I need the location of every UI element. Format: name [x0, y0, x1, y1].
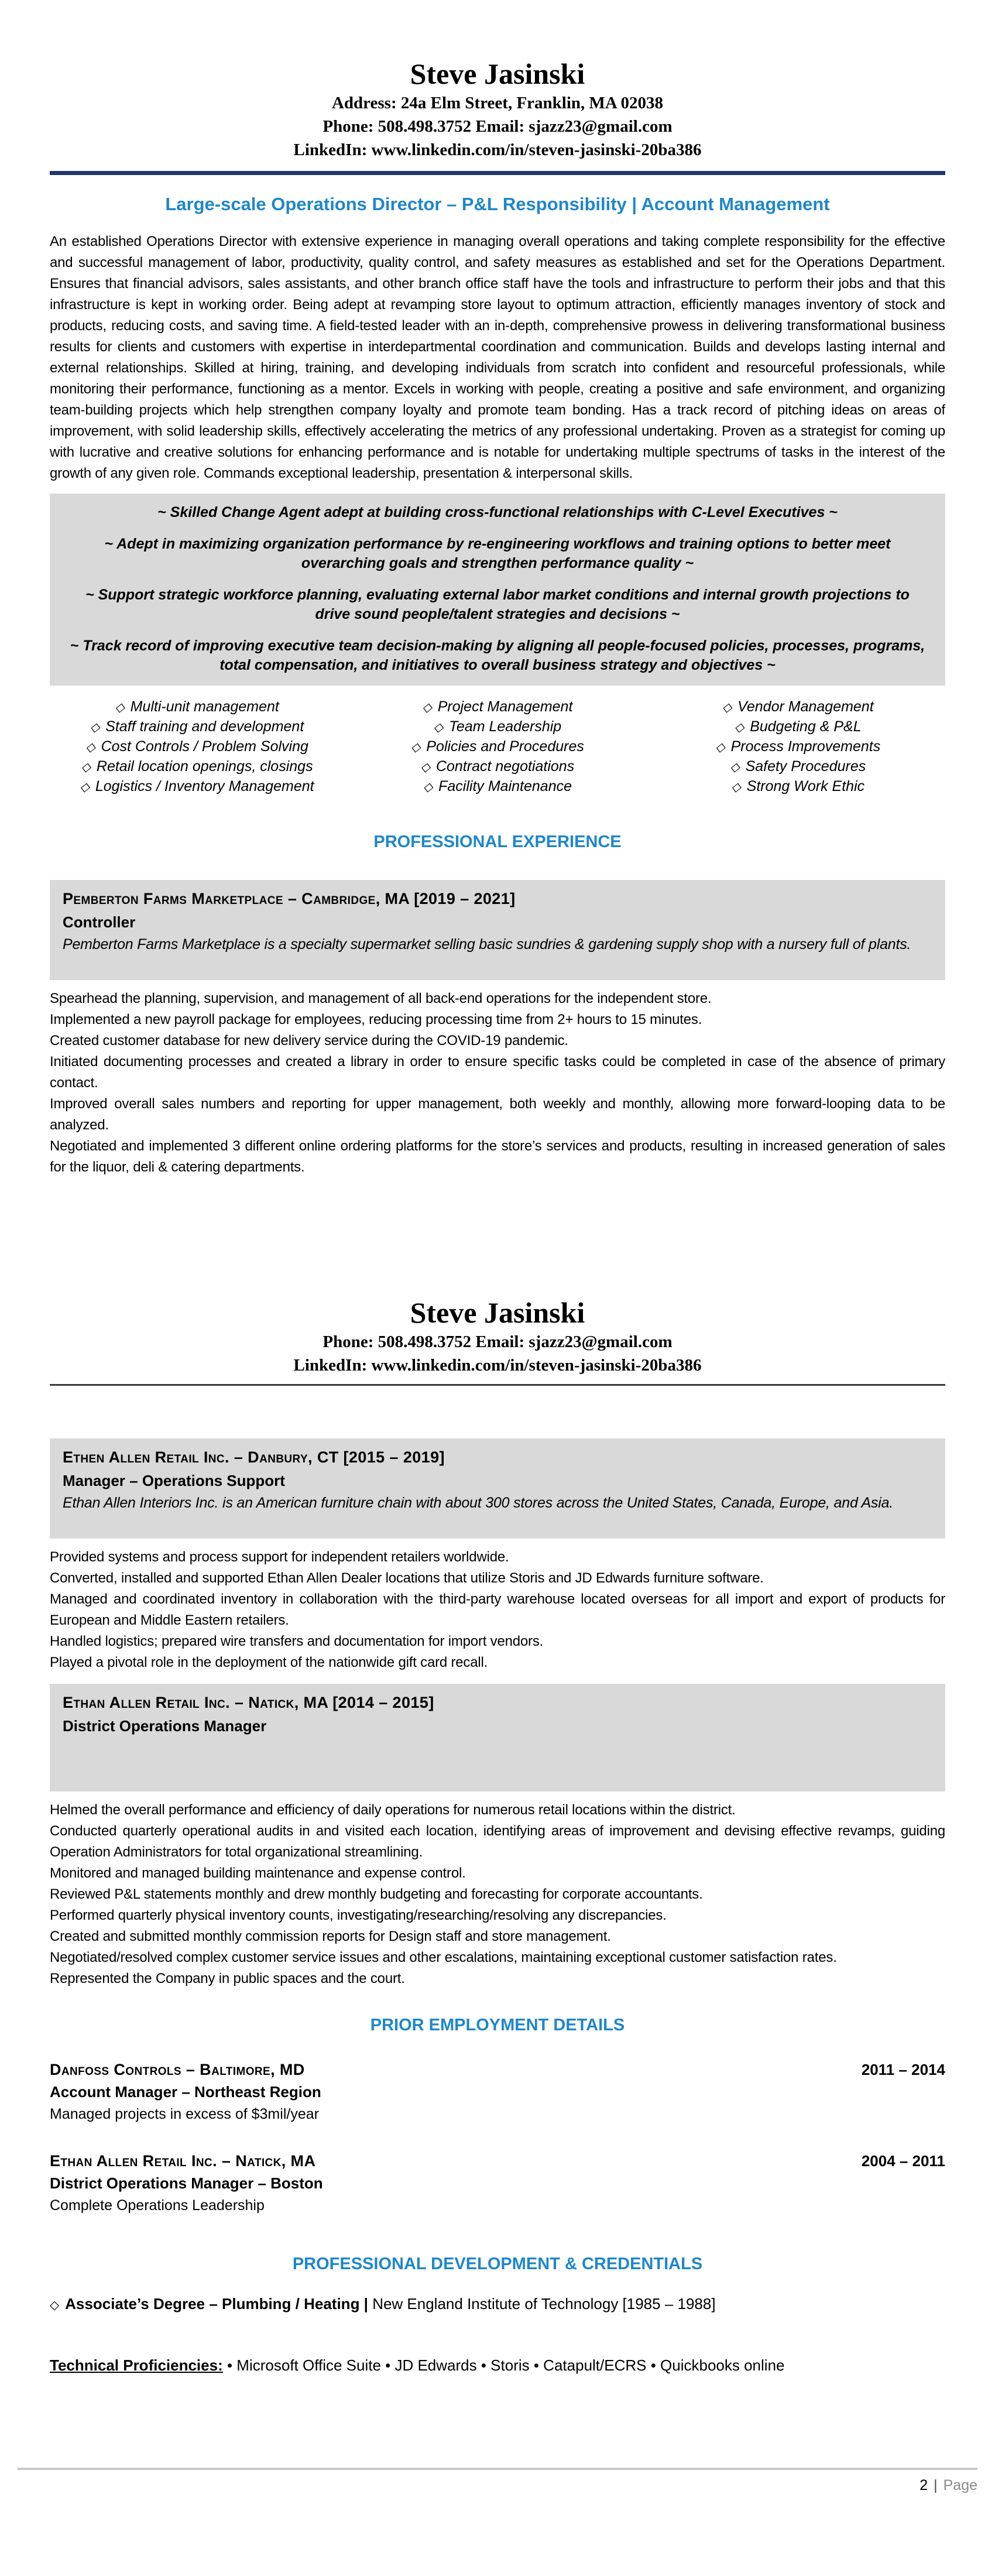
technical-proficiencies-line — [50, 2354, 945, 2376]
job-bullet: Spearhead the planning, supervision, and management of all back-end operations for the independent store. — [50, 991, 712, 1006]
skill-label: Vendor Management — [737, 698, 874, 715]
address-line: Address: 24a Elm Street, Franklin, MA 02038 — [331, 94, 664, 112]
diamond-bullet-icon: ◇ — [730, 761, 740, 774]
diamond-bullet-icon: ◇ — [420, 761, 430, 774]
diamond-bullet-icon: ◇ — [80, 780, 90, 794]
page1-header — [50, 56, 945, 175]
skill-label: Process Improvements — [730, 738, 881, 755]
footer-separator: | — [934, 2477, 938, 2493]
skill-label: Cost Controls / Problem Solving — [101, 738, 308, 755]
skill-label: Policies and Procedures — [426, 738, 584, 755]
prior-dates: 2011 – 2014 — [861, 2061, 945, 2078]
job-bullet: Negotiated/resolved complex customer service issues and other escalations, maintaining exceptional customer satisfaction rates. — [50, 1950, 837, 1965]
prior-employment-entry — [50, 2150, 945, 2217]
phone-email-line: Phone: 508.498.3752 Email: sjazz23@gmail.com — [322, 117, 673, 136]
skills-column-1 — [50, 697, 344, 797]
header-divider-rule — [50, 171, 945, 175]
highlight-statement: ~ Support strategic workforce planning, evaluating external labor market conditions and internal growth projections to drive sound people/talent strategies and decisions ~ — [85, 587, 910, 622]
skill-item — [350, 717, 644, 737]
skill-item — [651, 757, 945, 777]
job-bullet: Converted, installed and supported Ethan Allen Dealer locations that utilize Storis and JD Edwards furniture software. — [50, 1570, 764, 1586]
job-bullet: Managed and coordinated inventory in collaboration with the third-party warehouse located overseas for all import and export of products for European and Middle Eastern retailers. — [50, 1591, 945, 1628]
prior-company: Danfoss Controls – Baltimore, MD — [50, 2061, 305, 2078]
prior-employment-entry — [50, 2058, 945, 2125]
job-bullet: Conducted quarterly operational audits in and visited each location, identifying areas of improvement and devising effective revamps, guiding Operation Administrators for total organizational streamlining. — [50, 1823, 945, 1860]
job-bullet: Played a pivotal role in the deployment of the nationwide gift card recall. — [50, 1654, 488, 1670]
footer-page-label: Page — [943, 2477, 977, 2493]
job-header-box-danbury — [50, 1438, 945, 1539]
job-bullet: Performed quarterly physical inventory counts, investigating/researching/resolving any discrepancies. — [50, 1907, 667, 1923]
job-bullet: Implemented a new payroll package for employees, reducing processing time from 2+ hours to 15 minutes. — [50, 1012, 702, 1027]
degree-school: New England Institute of Technology [1985 – 1988] — [372, 2295, 716, 2313]
linkedin-line: LinkedIn: www.linkedin.com/in/steven-jasinski-20ba386 — [293, 1356, 702, 1375]
job-company-line: Ethen Allen Retail Inc. – Danbury, CT [2015 – 2019] — [63, 1448, 445, 1466]
skill-label: Project Management — [437, 698, 573, 715]
candidate-name: Steve Jasinski — [410, 1296, 585, 1329]
technical-proficiencies-label: Technical Proficiencies: — [50, 2356, 223, 2374]
job-bullets-natick — [50, 1800, 945, 1989]
section-heading-professional-experience: PROFESSIONAL EXPERIENCE — [373, 833, 622, 851]
resume-headline: Large-scale Operations Director – P&L Responsibility | Account Management — [165, 194, 830, 214]
job-bullet: Helmed the overall performance and efficiency of daily operations for numerous retail locations within the district. — [50, 1802, 736, 1818]
skill-item — [50, 777, 344, 797]
highlights-box — [50, 494, 945, 686]
prior-dates: 2004 – 2011 — [861, 2152, 945, 2170]
prior-title: District Operations Manager – Boston — [50, 2174, 323, 2192]
diamond-bullet-icon: ◇ — [50, 2298, 60, 2312]
degree-title: Associate’s Degree – Plumbing / Heating | — [65, 2295, 368, 2313]
highlight-statement: ~ Skilled Change Agent adept at building cross-functional relationships with C-Level Executives ~ — [157, 504, 838, 520]
diamond-bullet-icon: ◇ — [90, 721, 100, 734]
job-bullet: Created and submitted monthly commission reports for Design staff and store management. — [50, 1928, 611, 1944]
job-bullet: Improved overall sales numbers and reporting for upper management, both weekly and monthly, allowing more forward-looping data to be analyzed. — [50, 1096, 945, 1133]
prior-note: Complete Operations Leadership — [50, 2197, 265, 2214]
skill-label: Facility Maintenance — [438, 778, 572, 794]
skill-item — [350, 777, 644, 797]
prior-note: Managed projects in excess of $3mil/year — [50, 2106, 319, 2122]
highlight-statement: ~ Adept in maximizing organization performance by re-engineering workflows and training options to better meet overarching goals and strengthen performance quality ~ — [104, 536, 891, 571]
diamond-bullet-icon: ◇ — [115, 701, 125, 714]
diamond-bullet-icon: ◇ — [85, 741, 95, 754]
diamond-bullet-icon: ◇ — [735, 721, 744, 734]
page2-header — [50, 1295, 945, 1386]
skill-label: Staff training and development — [105, 718, 304, 735]
skill-label: Retail location openings, closings — [96, 758, 313, 775]
job-bullet: Created customer database for new delivery service during the COVID-19 pandemic. — [50, 1033, 568, 1049]
job-bullet: Negotiated and implemented 3 different online ordering platforms for the store’s services and products, resulting in increased generation of sales for the liquor, deli & catering departments. — [50, 1138, 945, 1175]
skill-label: Team Leadership — [448, 718, 562, 735]
skill-label: Strong Work Ethic — [746, 778, 865, 794]
job-bullet: Provided systems and process support for independent retailers worldwide. — [50, 1549, 509, 1565]
diamond-bullet-icon: ◇ — [423, 780, 433, 794]
linkedin-line: LinkedIn: www.linkedin.com/in/steven-jasinski-20ba386 — [293, 141, 702, 159]
diamond-bullet-icon: ◇ — [411, 741, 421, 754]
skill-item — [50, 717, 344, 737]
skill-label: Contract negotiations — [435, 758, 575, 775]
job-bullets-danbury — [50, 1547, 945, 1673]
job-bullet: Handled logistics; prepared wire transfers and documentation for import vendors. — [50, 1633, 544, 1649]
skill-label: Budgeting & P&L — [750, 718, 862, 735]
skill-item — [651, 717, 945, 737]
skill-item — [50, 697, 344, 717]
skill-item — [50, 757, 344, 777]
job-company-line: Ethan Allen Retail Inc. – Natick, MA [2014 – 2015] — [63, 1694, 434, 1711]
company-description: Ethan Allen Interiors Inc. is an American furniture chain with about 300 stores across the United States, Canada, Europe, and Asia. — [63, 1495, 894, 1511]
header-divider-rule — [50, 1384, 945, 1386]
prior-title: Account Manager – Northeast Region — [50, 2083, 321, 2101]
job-header-box-pemberton — [50, 880, 945, 980]
diamond-bullet-icon: ◇ — [715, 741, 725, 754]
job-bullets-pemberton — [50, 988, 945, 1178]
job-bullet: Represented the Company in public spaces and the court. — [50, 1971, 405, 1986]
prior-company-row — [50, 2150, 945, 2172]
section-heading-professional-development: PROFESSIONAL DEVELOPMENT & CREDENTIALS — [292, 2255, 703, 2273]
skill-item — [350, 697, 644, 717]
skill-label: Logistics / Inventory Management — [95, 778, 314, 794]
prior-company-row — [50, 2058, 945, 2081]
diamond-bullet-icon: ◇ — [722, 701, 732, 714]
job-bullet: Reviewed P&L statements monthly and drew monthly budgeting and forecasting for corporate accountants. — [50, 1886, 703, 1902]
job-bullet: Monitored and managed building maintenance and expense control. — [50, 1865, 466, 1881]
skills-column-3 — [651, 697, 945, 797]
page-number: 2 — [919, 2477, 928, 2493]
skill-label: Multi-unit management — [130, 698, 279, 715]
prior-company: Ethan Allen Retail Inc. – Natick, MA — [50, 2152, 316, 2170]
job-header-box-natick — [50, 1684, 945, 1791]
skill-item — [651, 737, 945, 757]
highlight-statement: ~ Track record of improving executive team decision-making by aligning all people-focused policies, processes, programs, total compensation, and initiatives to overall business strategy and objectives ~ — [70, 638, 925, 673]
technical-proficiencies-items: • Microsoft Office Suite • JD Edwards • Storis • Catapult/ECRS • Quickbooks online — [227, 2356, 785, 2374]
page-footer — [18, 2468, 977, 2495]
job-title: Controller — [63, 913, 136, 931]
skill-label: Safety Procedures — [745, 758, 866, 775]
section-heading-prior-employment: PRIOR EMPLOYMENT DETAILS — [370, 2016, 625, 2034]
job-title: Manager – Operations Support — [63, 1472, 285, 1489]
summary-paragraph: An established Operations Director with extensive experience in managing overall operations and taking complete responsibility for the effective and successful management of labor, productivity, quality control, and safety measures as established and set for the Operations Department. Ensures that financial advisors, sales assistants, and other branch office staff have the tools and infrastructure to perform their jobs and that this infrastructure is kept in working order. Being adept at revamping store layout to optimum attraction, efficiently manages inventory of stock and products, reducing costs, and saving time. A field-tested leader with an in-depth, comprehensive prowess in delivering transformational business results for clients and customers with expertise in interdepartmental coordination and communication. Builds and develops lasting internal and external relationships. Skilled at hiring, training, and developing individuals from scratch into confident and resourceful professionals, while monitoring their performance, functioning as a mentor. Excels in working with people, creating a positive and safe environment, and organizing team-building projects which help strengthen company loyalty and promote team bonding. Has a track record of pitching ideas on areas of improvement, with solid leadership skills, effectively accelerating the metrics of any professional undertaking. Proven as a strategist for coming up with lucrative and creative solutions for enhancing performance and is notable for undertaking multiple spectrums of tasks in the interest of the growth of any given role. Commands exceptional leadership, presentation & interpersonal skills. — [50, 234, 945, 481]
diamond-bullet-icon: ◇ — [433, 721, 443, 734]
candidate-name: Steve Jasinski — [410, 57, 585, 90]
phone-email-line: Phone: 508.498.3752 Email: sjazz23@gmail.com — [322, 1332, 673, 1351]
skill-item — [350, 737, 644, 757]
job-bullet: Initiated documenting processes and created a library in order to ensure specific tasks could be completed in case of the absence of primary contact. — [50, 1054, 945, 1091]
company-description: Pemberton Farms Marketplace is a specialty supermarket selling basic sundries & gardening supply shop with a nursery full of plants. — [63, 936, 911, 953]
diamond-bullet-icon: ◇ — [422, 701, 432, 714]
degree-line — [50, 2293, 945, 2317]
job-company-line: Pemberton Farms Marketplace – Cambridge, MA [2019 – 2021] — [63, 890, 516, 907]
skills-column-2 — [350, 697, 644, 797]
diamond-bullet-icon: ◇ — [731, 780, 741, 794]
skill-item — [50, 737, 344, 757]
prior-employment-list — [50, 2058, 945, 2217]
skills-grid — [50, 697, 945, 797]
skill-item — [350, 757, 644, 777]
skill-item — [651, 697, 945, 717]
skill-item — [651, 777, 945, 797]
job-title: District Operations Manager — [63, 1717, 267, 1735]
diamond-bullet-icon: ◇ — [81, 761, 91, 774]
